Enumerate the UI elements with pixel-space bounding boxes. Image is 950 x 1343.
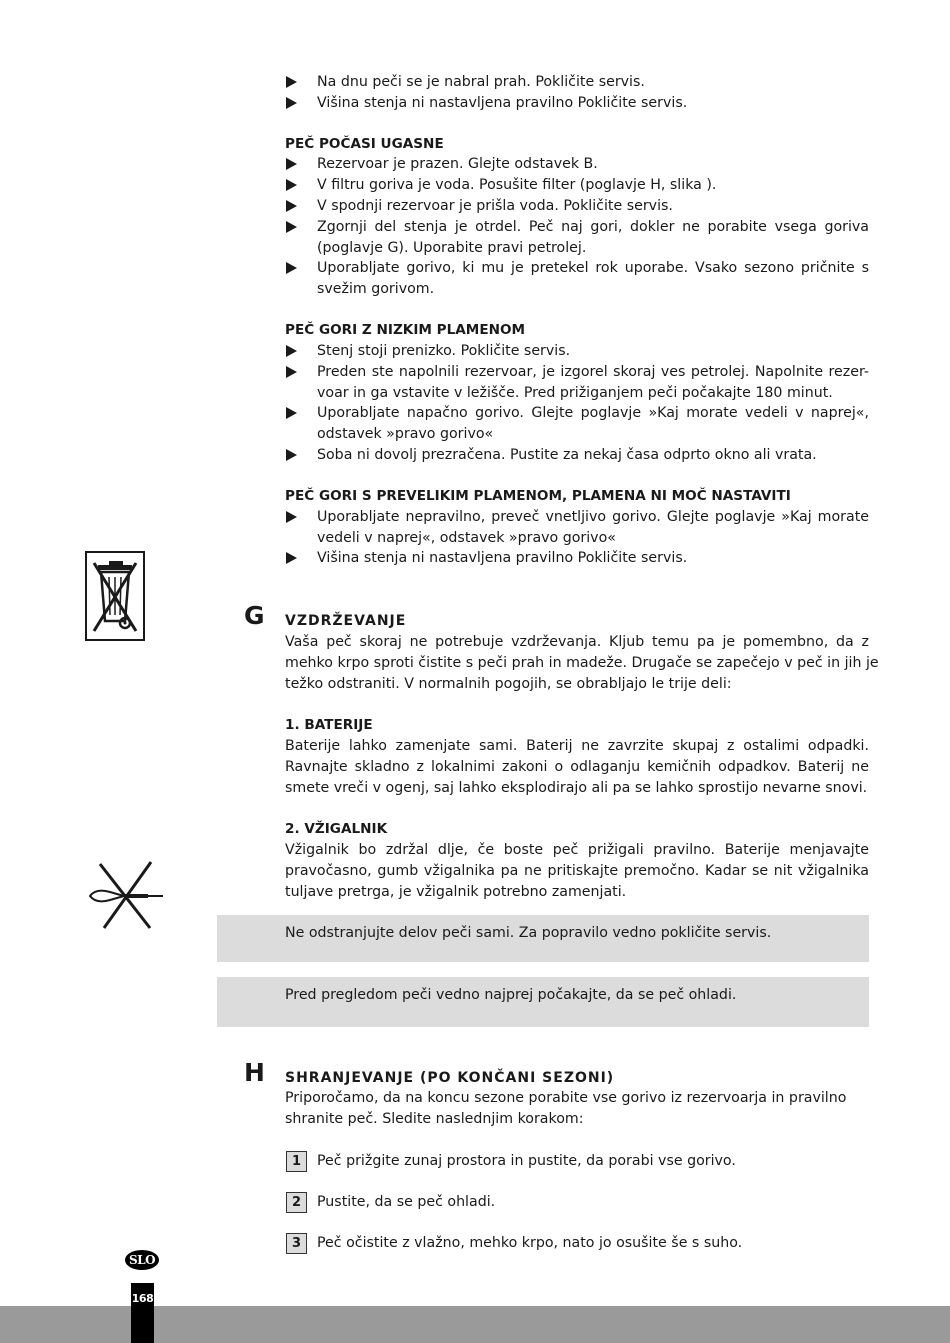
list-item: Višina stenja ni nastavljena pravilno Pokličite servis. <box>317 95 688 111</box>
list-item: V spodnji rezervoar je prišla voda. Pokličite servis. <box>317 198 673 214</box>
bullet-arrow-icon <box>286 552 297 564</box>
list-item-continuation: svežim gorivom. <box>317 281 435 297</box>
bullet-arrow-icon <box>286 262 297 274</box>
list-item: Rezervoar je prazen. Glejte odstavek B. <box>317 156 598 172</box>
page-number: 168 <box>131 1292 154 1305</box>
language-badge: SLO <box>125 1250 159 1270</box>
paragraph-line: Ravnajte skladno z lokalnimi zakoni o odlaganju kemičnih odpadkov. Baterij ne <box>285 759 869 775</box>
bullet-arrow-icon <box>286 76 297 88</box>
list-item: V filtru goriva je voda. Posušite filter (poglavje H, slika ). <box>317 177 717 193</box>
list-item-continuation: voar in ga vstavite v ležišče. Pred prižiganjem peči počakajte 180 minut. <box>317 385 833 401</box>
section-heading-slow-extinguish: PEČ POČASI UGASNE <box>285 136 444 152</box>
section-letter-g: G <box>244 601 265 630</box>
subheading-igniter: 2. VŽIGALNIK <box>285 821 388 837</box>
bullet-arrow-icon <box>286 449 297 461</box>
paragraph-line: tuljave pretrga, je vžigalnik potrebno zamenjati. <box>285 884 627 900</box>
caution-note-box <box>217 977 869 1027</box>
paragraph-line: Vžigalnik bo zdržal dlje, če boste peč prižigali pravilno. Baterije menjavajte <box>285 842 869 858</box>
list-item-continuation: (poglavje G). Uporabite pravi petrolej. <box>317 240 587 256</box>
bullet-arrow-icon <box>286 345 297 357</box>
list-item: Na dnu peči se je nabral prah. Pokličite servis. <box>317 74 645 90</box>
subheading-batteries: 1. BATERIJE <box>285 717 373 733</box>
step-text: Peč prižgite zunaj prostora in pustite, da porabi vse gorivo. <box>317 1153 736 1169</box>
paragraph-line: težko odstraniti. V normalnih pogojih, se obrabljajo le trije deli: <box>285 676 732 692</box>
section-heading-high-flame: PEČ GORI S PREVELIKIM PLAMENOM, PLAMENA NI MOČ NASTAVITI <box>285 488 791 504</box>
crossed-out-bin-icon <box>85 551 145 641</box>
bullet-arrow-icon <box>286 511 297 523</box>
paragraph-line: mehko krpo sproti čistite s peči prah in madeže. Drugače se zapečejo v peč in jih je <box>285 655 879 671</box>
section-letter-h: H <box>244 1058 265 1087</box>
step-number-badge: 3 <box>286 1233 307 1254</box>
paragraph-line: Vaša peč skoraj ne potrebuje vzdrževanja. Kljub temu pa je pomembno, da z <box>285 634 869 650</box>
list-item: Soba ni dovolj prezračena. Pustite za nekaj časa odprto okno ali vrata. <box>317 447 817 463</box>
bullet-arrow-icon <box>286 179 297 191</box>
list-item: Uporabljate gorivo, ki mu je pretekel rok uporabe. Vsako sezono pričnite s <box>317 260 869 276</box>
warning-note-box <box>217 915 869 962</box>
bullet-arrow-icon <box>286 407 297 419</box>
paragraph-line: shranite peč. Sledite naslednjim korakom: <box>285 1111 584 1127</box>
paragraph-line: Priporočamo, da na koncu sezone porabite vse gorivo iz rezervoarja in pravilno <box>285 1090 847 1106</box>
list-item: Zgornji del stenja je otrdel. Peč naj gori, dokler ne porabite vsega goriva <box>317 219 869 235</box>
list-item: Uporabljate nepravilno, preveč vnetljivo gorivo. Glejte poglavje »Kaj morate <box>317 509 869 525</box>
list-item: Stenj stoji prenizko. Pokličite servis. <box>317 343 571 359</box>
bullet-arrow-icon <box>286 200 297 212</box>
warning-note-text: Ne odstranjujte delov peči sami. Za popravilo vedno pokličite servis. <box>285 925 772 941</box>
list-item: Preden ste napolnili rezervoar, je izgorel skoraj ves petrolej. Napolnite rezer- <box>317 364 869 380</box>
step-number-badge: 1 <box>286 1151 307 1172</box>
paragraph-line: pravočasno, gumb vžigalnika pa ne pritiskajte premočno. Kadar se nit vžigalnika <box>285 863 869 879</box>
section-heading-low-flame: PEČ GORI Z NIZKIM PLAMENOM <box>285 322 526 338</box>
section-title-storage: SHRANJEVANJE (PO KONČANI SEZONI) <box>285 1070 615 1086</box>
paragraph-line: Baterije lahko zamenjate sami. Baterij ne zavrzite skupaj z ostalimi odpadki. <box>285 738 869 754</box>
step-text: Pustite, da se peč ohladi. <box>317 1194 496 1210</box>
bullet-arrow-icon <box>286 158 297 170</box>
bullet-arrow-icon <box>286 221 297 233</box>
step-text: Peč očistite z vlažno, mehko krpo, nato jo osušite še s suho. <box>317 1235 743 1251</box>
paragraph-line: smete vreči v ogenj, saj lahko eksplodirajo ali pa se lahko sprostijo nevarne snovi. <box>285 780 868 796</box>
list-item: Višina stenja ni nastavljena pravilno Pokličite servis. <box>317 550 688 566</box>
no-screwdriver-icon <box>88 858 166 932</box>
list-item: Uporabljate napačno gorivo. Glejte poglavje »Kaj morate vedeli v naprej«, <box>317 405 869 421</box>
list-item-continuation: odstavek »pravo gorivo« <box>317 426 494 442</box>
step-number-badge: 2 <box>286 1192 307 1213</box>
bullet-arrow-icon <box>286 97 297 109</box>
list-item-continuation: vedeli v naprej«, odstavek »pravo gorivo« <box>317 530 616 546</box>
bullet-arrow-icon <box>286 366 297 378</box>
caution-note-text: Pred pregledom peči vedno najprej počakajte, da se peč ohladi. <box>285 987 737 1003</box>
section-title-maintenance: VZDRŽEVANJE <box>285 613 407 629</box>
